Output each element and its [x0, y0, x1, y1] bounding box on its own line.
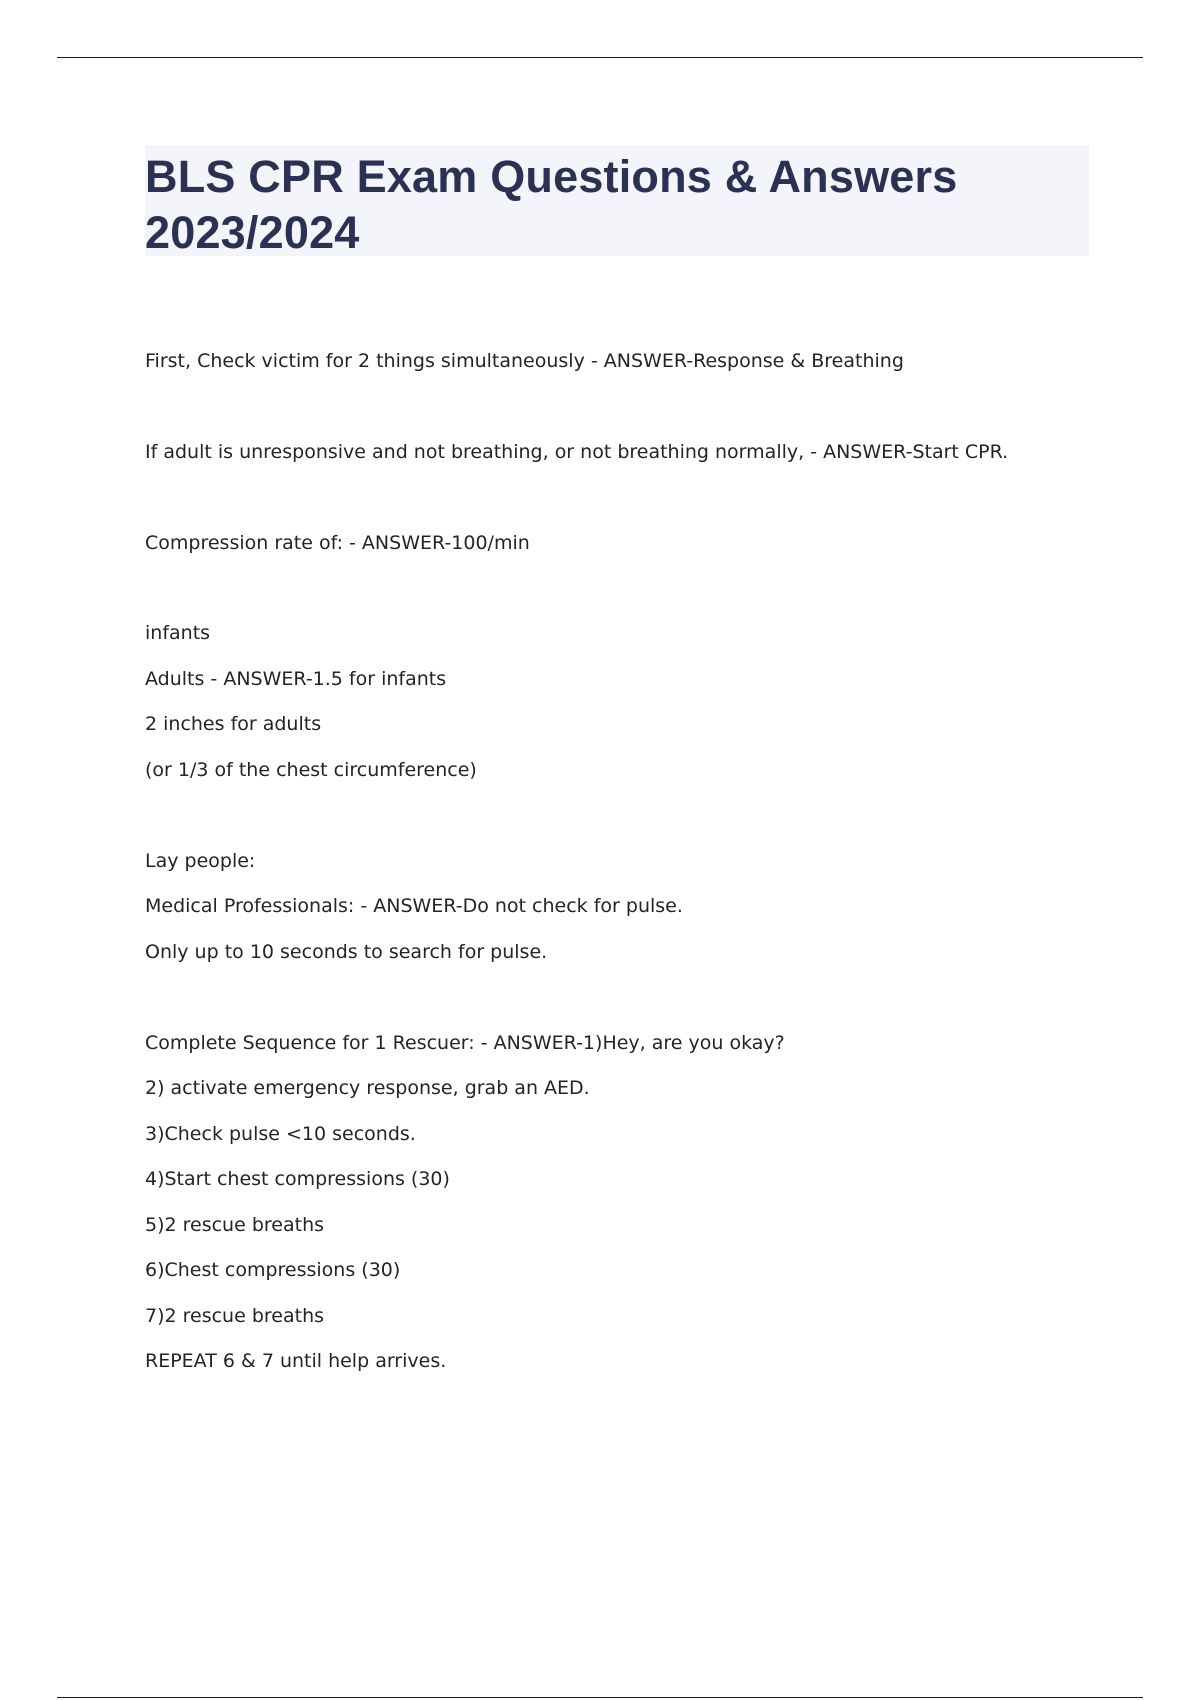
qa-line: 2) activate emergency response, grab an AED. — [145, 1077, 590, 1099]
document-title: BLS CPR Exam Questions & Answers 2023/2024 — [145, 151, 958, 258]
qa-line: infants — [145, 622, 211, 644]
qa-line: 4)Start chest compressions (30) — [145, 1168, 450, 1190]
qa-line: Compression rate of: - ANSWER-100/min — [145, 532, 530, 554]
qa-line: 7)2 rescue breaths — [145, 1305, 325, 1327]
title-banner — [145, 145, 1089, 256]
footer-rule — [57, 1697, 1143, 1698]
qa-line: REPEAT 6 & 7 until help arrives. — [145, 1350, 447, 1372]
header-rule — [57, 57, 1143, 58]
qa-line: 5)2 rescue breaths — [145, 1214, 325, 1236]
qa-line: 2 inches for adults — [145, 713, 322, 735]
qa-line: Only up to 10 seconds to search for pulse. — [145, 941, 548, 963]
qa-line: Lay people: — [145, 850, 256, 872]
qa-line: Complete Sequence for 1 Rescuer: - ANSWER-1)Hey, are you okay? — [145, 1032, 785, 1054]
qa-line: First, Check victim for 2 things simultaneously - ANSWER-Response & Breathing — [145, 350, 904, 372]
qa-line: 3)Check pulse <10 seconds. — [145, 1123, 416, 1145]
qa-line: 6)Chest compressions (30) — [145, 1259, 401, 1281]
qa-line: Adults - ANSWER-1.5 for infants — [145, 668, 447, 690]
qa-line: If adult is unresponsive and not breathing, or not breathing normally, - ANSWER-Start CPR. — [145, 441, 1009, 463]
qa-line: (or 1/3 of the chest circumference) — [145, 759, 477, 781]
qa-line: Medical Professionals: - ANSWER-Do not check for pulse. — [145, 895, 683, 917]
